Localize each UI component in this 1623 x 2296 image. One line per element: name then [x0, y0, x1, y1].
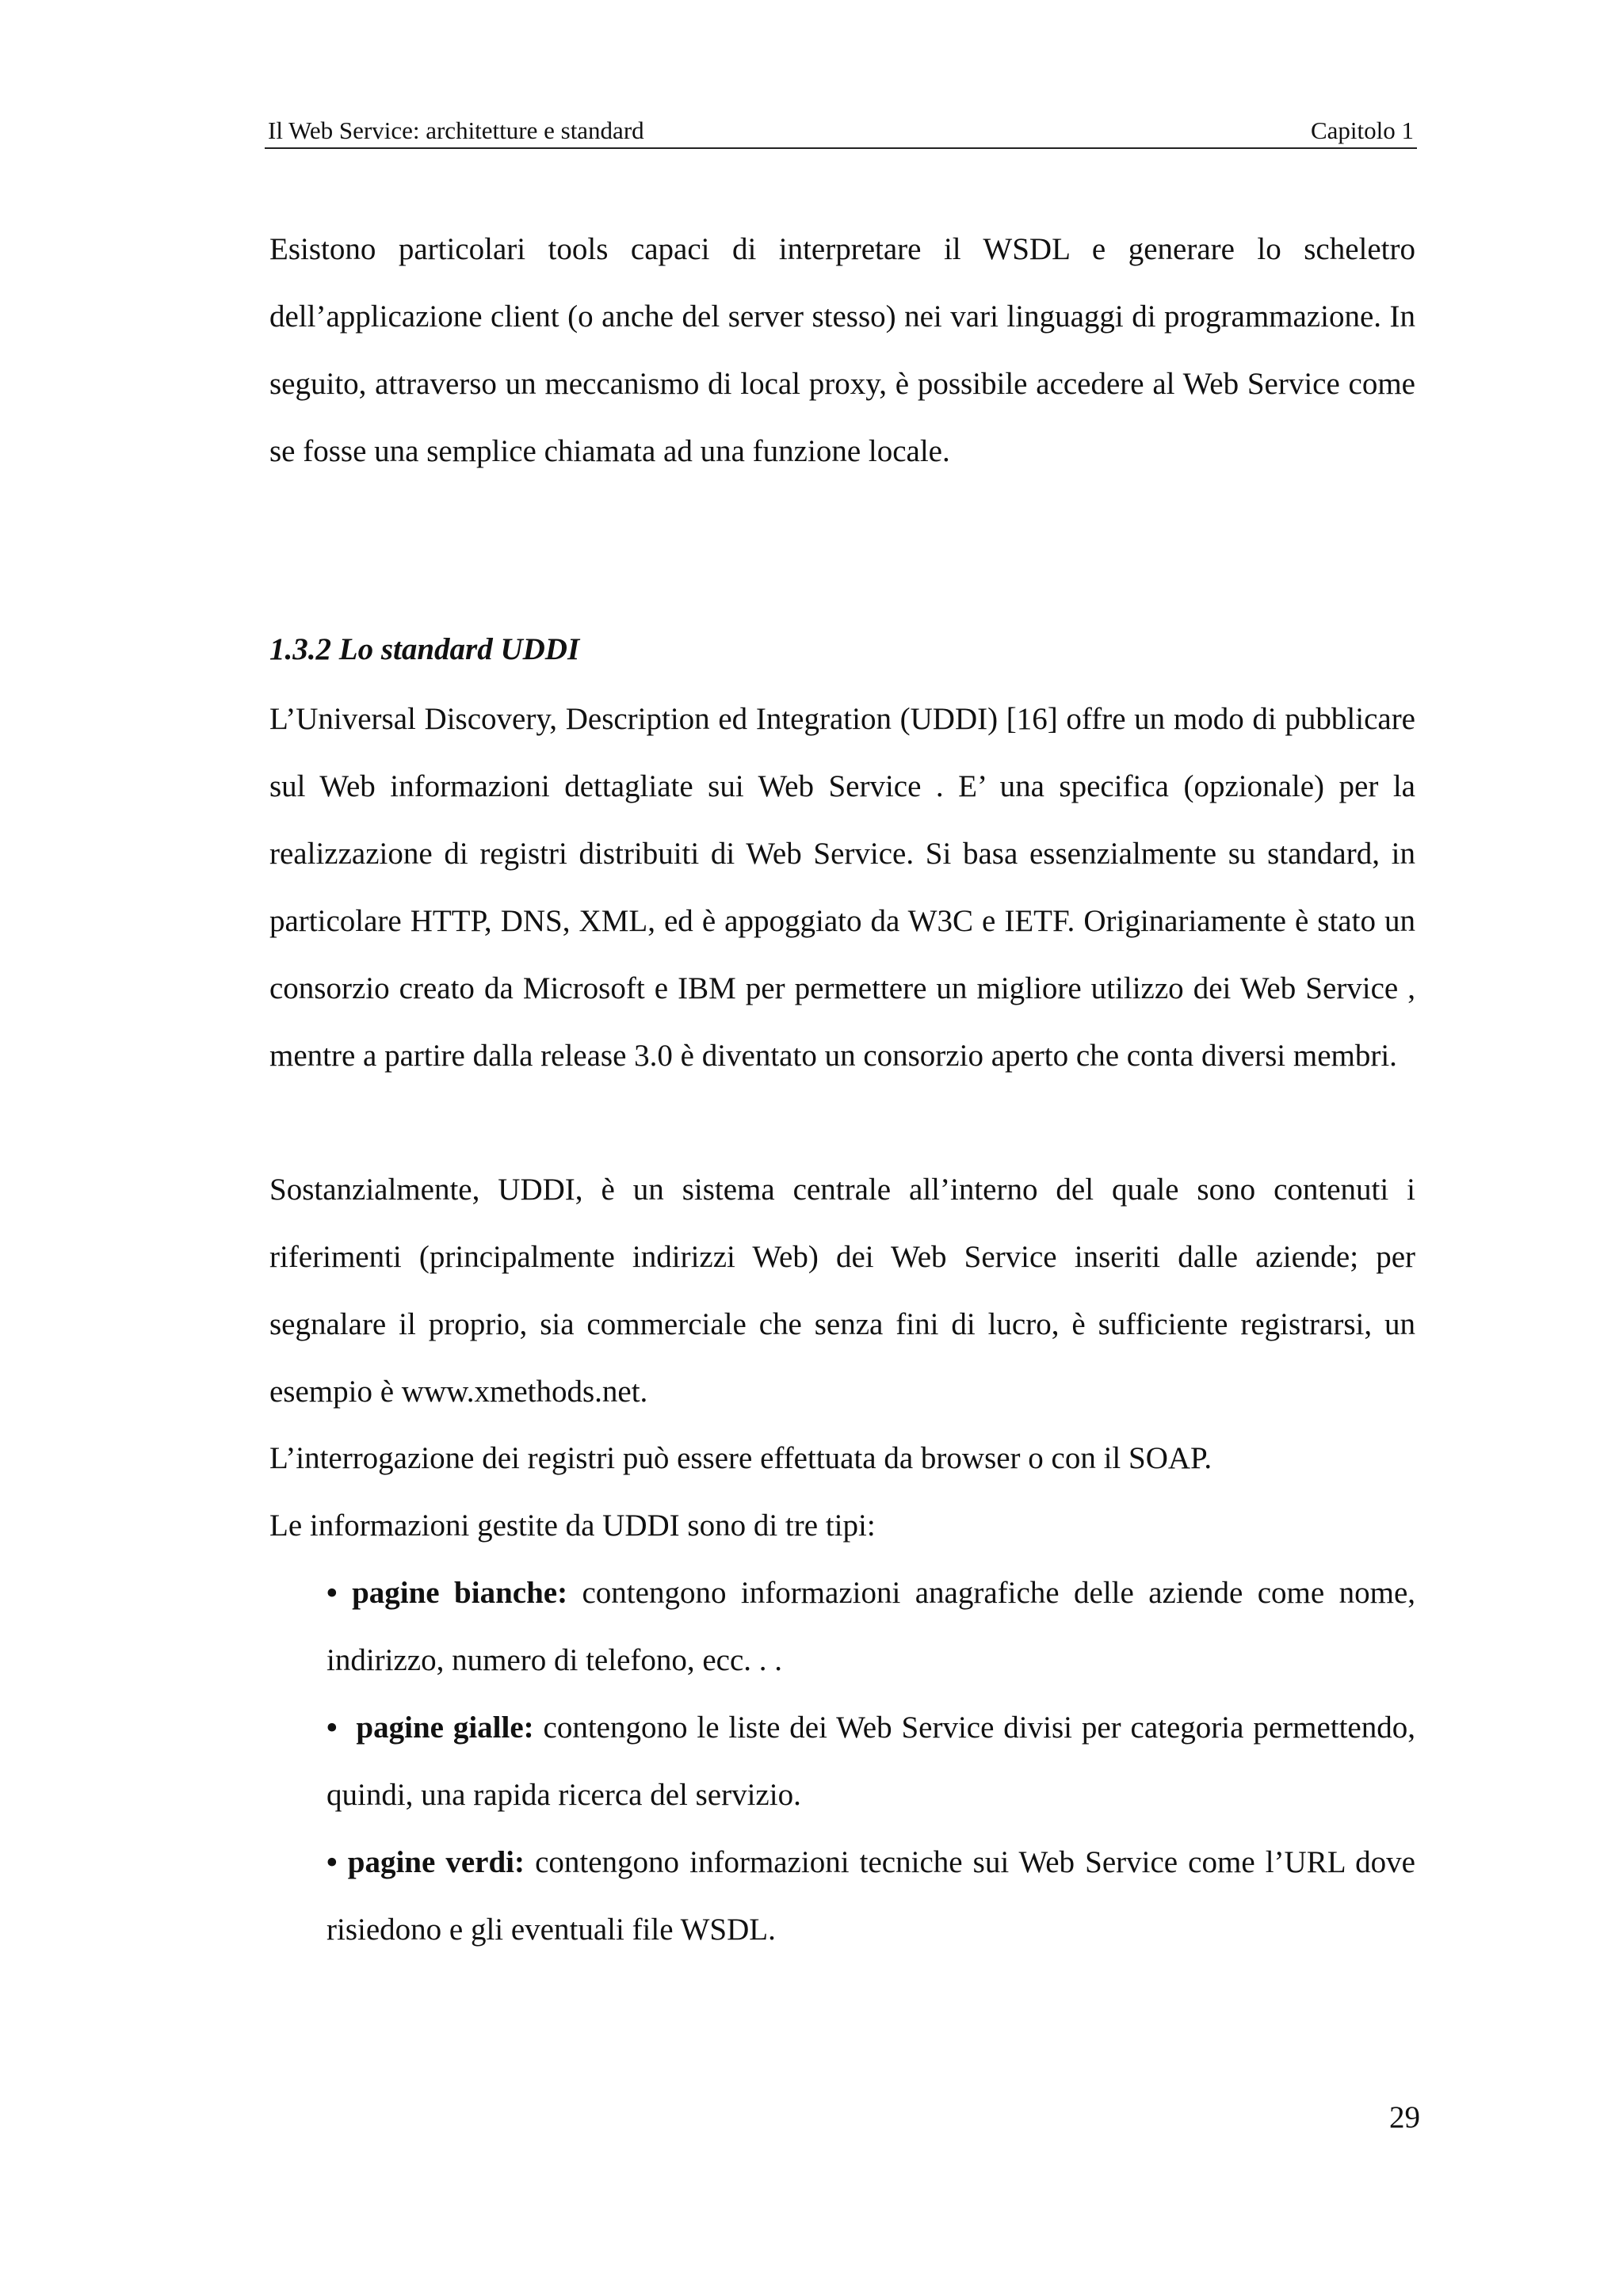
bullet-icon: • [327, 1711, 338, 1745]
bullet-icon: • [327, 1576, 338, 1610]
list-item-yellow-pages [327, 1694, 1415, 1829]
list-item-green-pages [327, 1829, 1415, 1963]
list-item-term: pagine bianche: [352, 1576, 568, 1610]
uddi-pages-list [327, 1559, 1415, 1963]
running-header [265, 114, 1417, 149]
list-item-text: contengono le liste dei Web Service divisi per categoria permettendo, quindi, una rapida ricerca del servizio. [327, 1711, 1415, 1812]
paragraph-info-types: Le informazioni gestite da UDDI sono di tre tipi: [269, 1508, 876, 1543]
section-heading: 1.3.2 Lo standard UDDI [269, 632, 580, 666]
header-title: Il Web Service: architetture e standard [268, 116, 644, 144]
paragraph-wsdl-tools: Esistono particolari tools capaci di interpretare il WSDL e generare lo scheletro dell’applicazione client (o anche del server stesso) nei vari linguaggi di programmazione. In seguito, attraverso un meccanismo di local proxy, è possibile accedere al Web Service come se fosse una semplice chiamata ad una funzione locale. [269, 232, 1415, 468]
list-item-text: contengono informazioni anagrafiche delle aziende come nome, indirizzo, numero di telefono, ecc. . . [327, 1576, 1415, 1677]
list-item-term: pagine gialle: [356, 1711, 534, 1745]
header-chapter: Capitolo 1 [1310, 116, 1414, 144]
paragraph-uddi-intro: L’Universal Discovery, Description ed Integration (UDDI) [16] offre un modo di pubblicare sul Web informazioni dettagliate sui Web Service . E’ una specifica (opzionale) per la realizzazione di registri distribuiti di Web Service. Si basa essenzialmente su standard, in particolare HTTP, DNS, XML, ed è appoggiato da W3C e IETF. Originariamente è stato un consorzio creato da Microsoft e IBM per permettere un migliore utilizzo dei Web Service , mentre a partire dalla release 3.0 è diventato un consorzio aperto che conta diversi membri. [269, 702, 1415, 1073]
list-item-white-pages [327, 1559, 1415, 1694]
paragraph-registry-query: L’interrogazione dei registri può essere effettuata da browser o con il SOAP. [269, 1441, 1212, 1475]
paragraph-uddi-central-system: Sostanzialmente, UDDI, è un sistema centrale all’interno del quale sono contenuti i riferimenti (principalmente indirizzi Web) dei Web Service inseriti dalle aziende; per segnalare il proprio, sia commerciale che senza fini di lucro, è sufficiente registrarsi, un esempio è www.xmethods.net. [269, 1173, 1415, 1409]
page-number: 29 [1389, 2100, 1420, 2134]
list-item-text: contengono informazioni tecniche sui Web Service come l’URL dove risiedono e gli eventuali file WSDL. [327, 1845, 1415, 1947]
list-item-term: pagine verdi: [347, 1845, 525, 1879]
bullet-icon: • [327, 1845, 338, 1879]
